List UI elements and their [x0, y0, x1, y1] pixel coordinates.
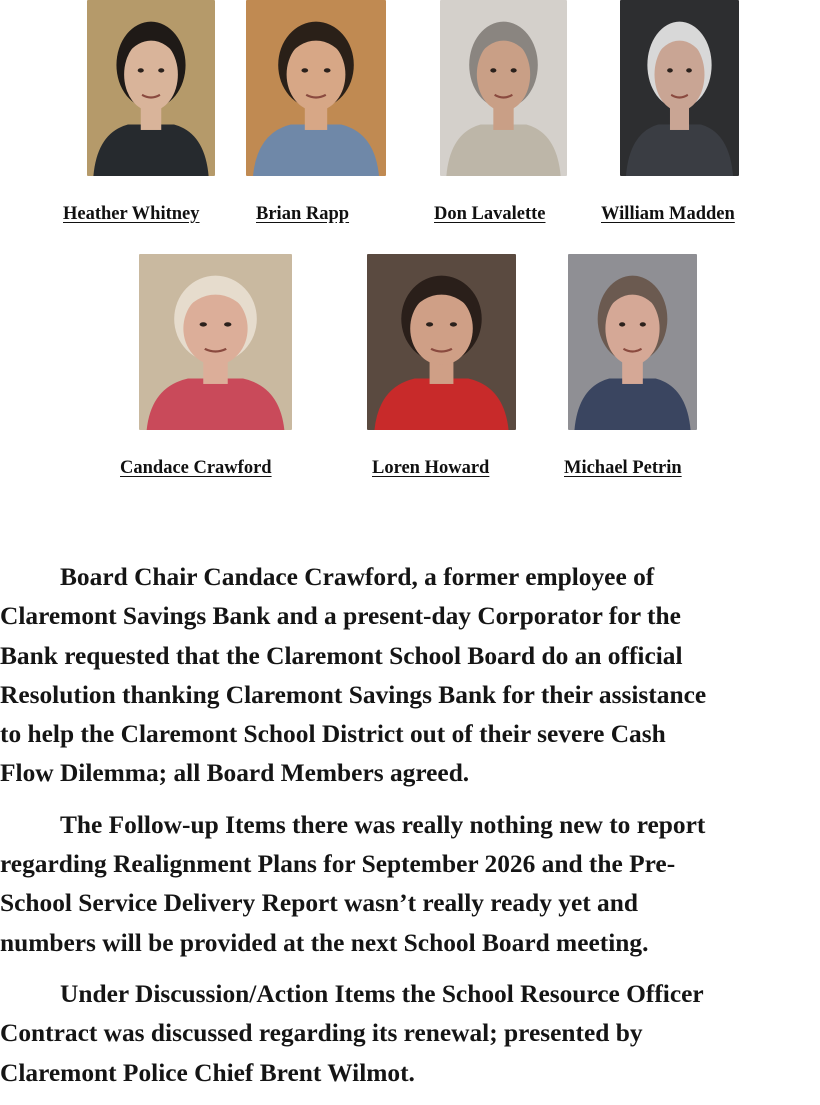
older-man-portrait-icon — [620, 0, 739, 176]
photo-candace-crawford — [139, 254, 292, 430]
member-name-candace-crawford: Candace Crawford — [120, 458, 272, 478]
paragraph-follow-up-items: The Follow-up Items there was really nothing new to report regarding Realignment Plans for September 2026 and the Pre- School Service Delivery Report wasn’t really ready yet and numbers will be provided at the next School Board meeting. — [0, 810, 706, 957]
young-man-writing-portrait-icon — [367, 254, 516, 430]
photo-william-madden — [620, 0, 739, 176]
member-name-brian-rapp: Brian Rapp — [256, 204, 350, 224]
photo-don-lavalette — [440, 0, 567, 176]
woman-glasses-portrait-icon — [87, 0, 215, 176]
man-goatee-portrait-icon — [568, 254, 697, 430]
older-woman-portrait-icon — [139, 254, 292, 430]
member-name-loren-howard: Loren Howard — [372, 458, 490, 478]
member-name-william-madden: William Madden — [601, 204, 735, 224]
article-body — [0, 558, 820, 1105]
member-name-michael-petrin: Michael Petrin — [564, 458, 682, 478]
photo-brian-rapp — [246, 0, 386, 176]
paragraph-discussion-action-items: Under Discussion/Action Items the School Resource Officer Contract was discussed regarding its renewal; presented by Claremont Police Chief Brent Wilmot. — [0, 979, 704, 1087]
member-name-don-lavalette: Don Lavalette — [434, 204, 546, 224]
man-beard-glasses-portrait-icon — [440, 0, 567, 176]
photo-heather-whitney — [87, 0, 215, 176]
photo-loren-howard — [367, 254, 516, 430]
man-smiling-portrait-icon — [246, 0, 386, 176]
member-name-heather-whitney: Heather Whitney — [63, 204, 200, 224]
photo-michael-petrin — [568, 254, 697, 430]
paragraph-board-chair-resolution: Board Chair Candace Crawford, a former employee of Claremont Savings Bank and a present-day Corporator for the Bank requested that the Claremont School Board do an official Resolution thanking Claremont Savings Bank for their assistance to help the Claremont School District out of their severe Cash Flow Dilemma; all Board Members agreed. — [0, 563, 707, 788]
